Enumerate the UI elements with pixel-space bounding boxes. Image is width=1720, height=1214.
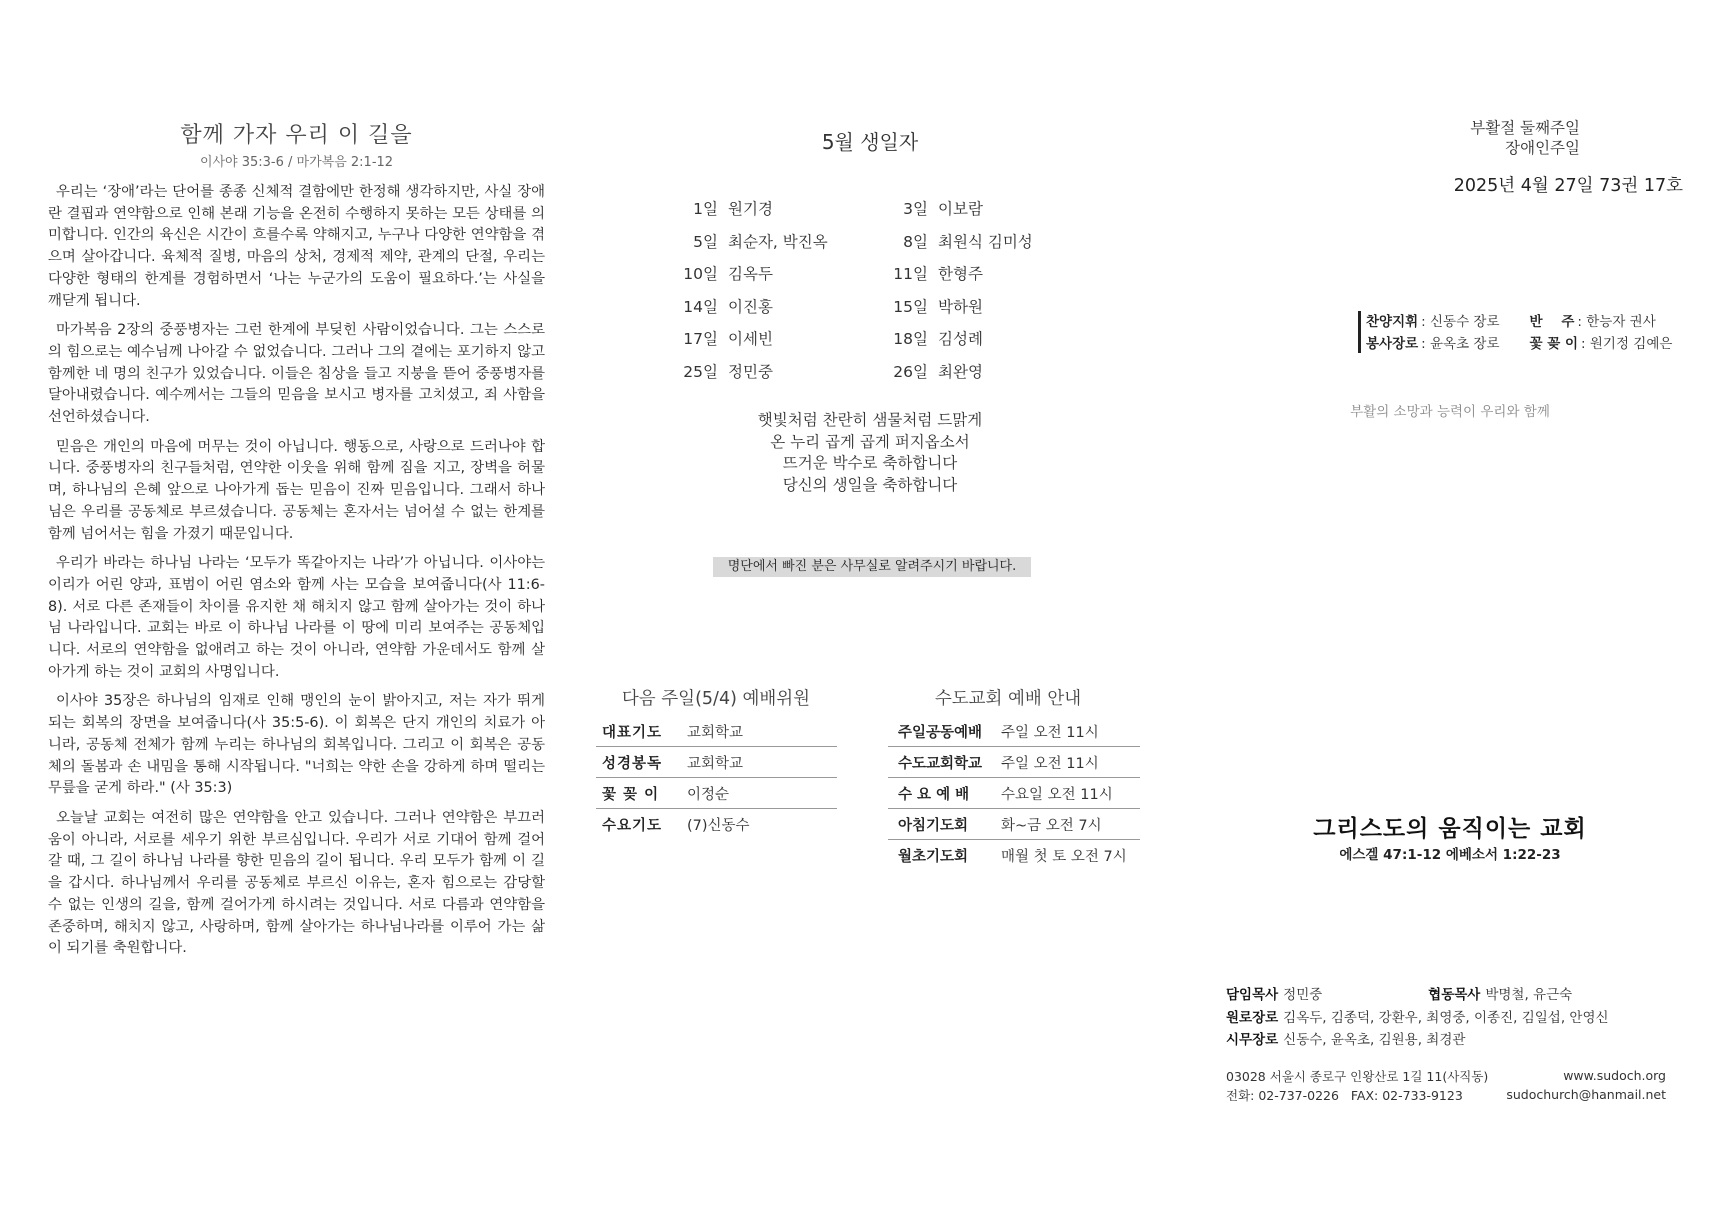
next-week-title: 다음 주일(5/4) 예배위원 [621,689,811,709]
birthday-entry [670,197,880,219]
birthday-list [670,192,1090,387]
poem-line: 당신의 생일을 축하합니다 [782,475,958,494]
table-row [596,747,837,778]
birthday-entry [880,262,1090,284]
birthday-day: 10일 [683,265,718,284]
role-label: 꽃 꽂 이 [1529,336,1579,352]
bulletin-dateline: 2025년 4월 27일 73권 17호 [1453,176,1683,196]
table-row [888,747,1140,778]
birthday-day: 5일 [693,232,718,251]
birthday-entry [670,230,880,252]
service-roles [1358,309,1698,353]
service-time: 화~금 오전 7시 [1001,817,1102,834]
birthday-names: 김성례 [938,330,983,349]
role-label: 반 주 [1529,314,1575,330]
sermon-section [48,118,545,968]
birthday-day: 15일 [893,297,928,316]
birthday-names: 원기경 [728,200,773,219]
service-time: 주일 오전 11시 [1001,724,1099,741]
church-website: www.sudoch.org [1563,1068,1666,1083]
service-time: 주일 오전 11시 [1001,755,1099,772]
sermon-paragraph: 우리가 바라는 하나님 나라는 ‘모두가 똑같아지는 나라’가 아닙니다. 이사야는 이리가 어린 양과, 표범이 어린 염소와 함께 사는 모습을 보여줍니다(사 11:6-8). 서로 다른 존재들이 차이를 유지한 채 해치지 않고 함께 살아가는 것이 하나님 나라입니다. 교회는 바로 이 하나님 나라를 이 땅에 미리 보여주는 공동체입니다. 서로의 연약함을 없애려고 하는 것이 아니라, 연약함 가운데서도 함께 살아가게 하는 것이 교회의 사명입니다. [48,555,545,680]
poem-line: 햇빛처럼 찬란히 샘물처럼 드맑게 [757,411,983,429]
staff-row [1226,1005,1666,1028]
role-value: : 신동수 장로 [1421,314,1500,330]
duty-value: 교회학교 [687,755,744,772]
table-row [888,716,1140,747]
contact-row [1226,1085,1666,1104]
birthday-row [670,322,1090,355]
birthday-day: 1일 [693,200,718,219]
church-motto: 부활의 소망과 능력이 우리와 함께 [1350,404,1550,420]
birthday-names: 정민중 [728,362,773,381]
service-label: 아침기도회 [898,817,969,834]
staff-label: 담임목사 [1226,987,1279,1004]
birthday-names: 최원식 김미성 [938,232,1033,251]
service-label: 주일공동예배 [898,724,983,741]
role-row [1358,331,1698,353]
birthday-names: 이세빈 [728,330,773,349]
birthday-names: 박하원 [938,297,983,316]
birthday-day: 14일 [683,297,718,316]
duty-value: 이정순 [687,786,730,803]
church-address: 03028 서울시 종로구 인왕산로 1길 11(사직동) [1226,1068,1489,1084]
worship-guide-table [888,716,1140,870]
roles-divider [1358,311,1361,353]
table-row [596,778,837,809]
birthday-day: 8일 [903,232,928,251]
sermon-scripture-reference: 이사야 35:3-6 / 마가복음 2:1-12 [199,155,394,170]
service-time: 매월 첫 토 오전 7시 [1001,848,1127,865]
sermon-title: 함께 가자 우리 이 길을 [180,123,413,148]
birthday-entry [670,295,880,317]
sermon-paragraph: 마가복음 2장의 중풍병자는 그런 한계에 부딪힌 사람이었습니다. 그는 스스로의 힘으로는 예수님께 나아갈 수 없었습니다. 그러나 그의 곁에는 포기하지 않고 함께한 네 명의 친구가 있었습니다. 이들은 침상을 들고 지붕을 뜯어 중풍병자를 달아내렸습니다. 예수께서는 그들의 믿음을 보시고 병자를 고치셨고, 죄 사함을 선언하셨습니다. [48,322,545,426]
role-label: 봉사장로 [1366,336,1419,352]
duty-label: 성경봉독 [602,755,663,772]
table-row [888,840,1140,870]
church-email: sudochurch@hanmail.net [1506,1087,1666,1102]
role-label: 찬양지휘 [1366,314,1419,330]
staff-label: 시무장로 [1226,1032,1279,1049]
duty-value: (7)신동수 [687,817,750,834]
role-row [1358,309,1698,331]
birthday-entry [670,327,880,349]
role-value: : 한능자 권사 [1577,314,1656,330]
birthday-names: 이보람 [938,200,983,219]
poem-line: 온 누리 곱게 곱게 퍼지옵소서 [770,432,970,451]
birthday-row [670,257,1090,290]
birthday-names: 한형주 [938,265,983,284]
duty-label: 수요기도 [602,817,663,834]
birthday-notice: 명단에서 빠진 분은 사무실로 알려주시기 바랍니다. [713,557,1031,577]
table-row [888,778,1140,809]
birthday-entry [880,197,1090,219]
staff-value: 박명철, 유근숙 [1485,987,1573,1004]
service-time: 수요일 오전 11시 [1001,786,1113,803]
birthday-row [670,225,1090,258]
table-row [888,809,1140,840]
role-value: : 원기정 김예은 [1581,336,1673,352]
staff-value: 김옥두, 김종덕, 강환우, 최영중, 이종진, 김일섭, 안영신 [1283,1009,1609,1026]
table-row [596,809,837,839]
birthday-entry [670,262,880,284]
sermon-paragraph: 우리는 ‘장애’라는 단어를 종종 신체적 결함에만 한정해 생각하지만, 사실 장애란 결핍과 연약함으로 인해 본래 기능을 온전히 수행하지 못하는 모든 상태를 의미합니다. 인간의 육신은 시간이 흐를수록 약해지고, 누구나 다양한 연약함을 겪으며 살아갑니다. 육체적 질병, 마음의 상처, 경제적 제약, 관계의 단절, 우리는 다양한 형태의 한계를 경험하면서 ‘나는 누군가의 도움이 필요하다.’는 사실을 깨닫게 됩니다. [48,184,545,309]
worship-guide-title: 수도교회 예배 안내 [934,689,1082,709]
birthday-row [670,355,1090,388]
sermon-paragraph: 이사야 35장은 하나님의 임재로 인해 맹인의 눈이 밝아지고, 저는 자가 뛰게 되는 회복의 장면을 보여줍니다(사 35:5-6). 이 회복은 단지 개인의 치료가 아니라, 공동체 전체가 함께 누리는 하나님의 회복입니다. 그리고 이 회복은 공동체의 돌봄과 손 내밈을 통해 시작됩니다. "너희는 약한 손을 강하게 하며 떨리는 무릎을 굳게 하라." (사 35:3) [48,693,545,797]
service-label: 수도교회학교 [898,755,983,772]
contact-row [1226,1066,1666,1085]
birthday-names: 최순자, 박진옥 [728,232,828,251]
season-line: 장애인주일 [1505,139,1580,157]
birthday-row [670,290,1090,323]
season-line: 부활절 둘째주일 [1470,119,1580,137]
liturgical-season [1380,118,1580,158]
duty-label: 꽃 꽂 이 [602,786,660,803]
role-value: : 윤옥초 장로 [1421,336,1500,352]
birthday-poem [680,410,1060,496]
birthday-entry [880,360,1090,382]
service-label: 월초기도회 [898,848,969,865]
birthday-day: 18일 [893,330,928,349]
birthday-names: 이진홍 [728,297,773,316]
service-label: 수 요 예 배 [898,786,970,803]
table-row [596,716,837,747]
birthday-row [670,192,1090,225]
duty-value: 교회학교 [687,724,744,741]
church-name: 그리스도의 움직이는 교회 [1313,816,1587,842]
staff-label: 협동목사 [1428,987,1481,1004]
poem-line: 뜨거운 박수로 축하합니다 [782,454,958,472]
staff-label: 원로장로 [1226,1009,1279,1026]
staff-row [1226,1027,1666,1050]
birthday-entry [880,327,1090,349]
sermon-paragraph: 믿음은 개인의 마음에 머무는 것이 아닙니다. 행동으로, 사랑으로 드러나야 합니다. 중풍병자의 친구들처럼, 연약한 이웃을 위해 함께 짐을 지고, 장벽을 허물며, 하나님의 은혜 앞으로 나아가게 돕는 믿음이 진짜 믿음입니다. 그래서 하나님은 우리를 공동체로 부르셨습니다. 공동체는 혼자서는 넘어설 수 없는 한계를 함께 넘어서는 힘을 가졌기 때문입니다. [48,438,545,542]
church-contact [1226,1066,1666,1104]
staff-value: 신동수, 윤옥초, 김원용, 최경관 [1283,1032,1466,1049]
birthday-day: 26일 [893,362,928,381]
birthday-entry [670,360,880,382]
church-staff [1226,982,1666,1050]
staff-value: 정민중 [1283,987,1323,1004]
duty-label: 대표기도 [602,724,663,741]
birthday-day: 11일 [893,265,928,284]
birthday-names: 김옥두 [728,265,773,284]
birthday-day: 25일 [683,362,718,381]
birthday-title: 5월 생일자 [821,130,919,154]
sermon-paragraph: 오늘날 교회는 여전히 많은 연약함을 안고 있습니다. 그러나 연약함은 부끄러움이 아니라, 서로를 세우기 위한 부르심입니다. 우리가 서로 기대어 함께 걸어갈 때, 그 길이 하나님 나라를 향한 믿음의 길이 됩니다. 우리 모두가 함께 이 길을 갑시다. 하나님께서 우리를 공동체로 부르신 이유는, 혼자 힘으로는 감당할 수 없는 인생의 길을, 함께 걸어가게 하시려는 것입니다. 서로 다름과 연약함을 존중하며, 해치지 않고, 사랑하며, 함께 살아가는 하나님나라를 이루어 가는 삶이 되기를 축원합니다. [48,809,545,957]
staff-row [1226,982,1666,1005]
church-verse: 에스겔 47:1-12 에베소서 1:22-23 [1339,847,1561,863]
birthday-day: 3일 [903,200,928,219]
birthday-entry [880,295,1090,317]
next-week-table [596,716,837,839]
birthday-day: 17일 [683,330,718,349]
church-phone-fax: 전화: 02-737-0226 FAX: 02-733-9123 [1226,1087,1463,1103]
birthday-entry [880,230,1090,252]
birthday-names: 최완영 [938,362,983,381]
